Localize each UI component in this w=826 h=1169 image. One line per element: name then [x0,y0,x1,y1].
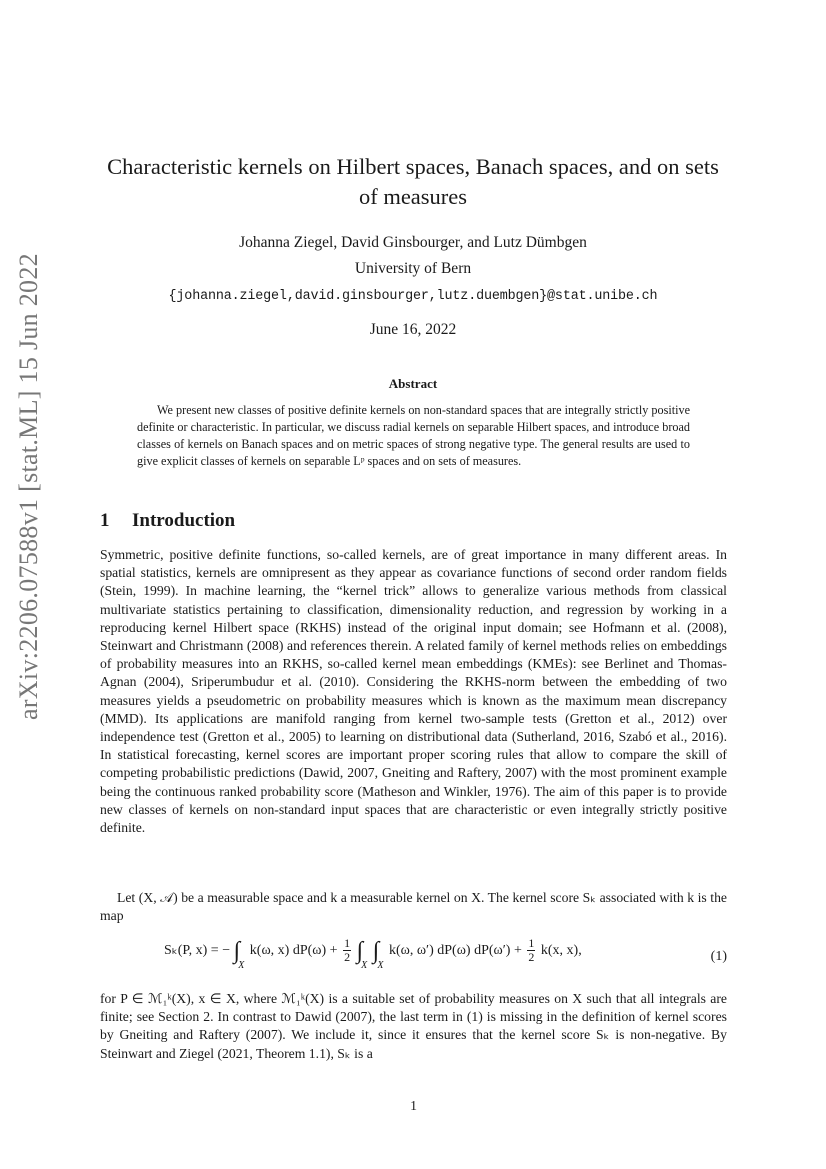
fraction-one-half-2 [527,937,535,964]
fraction-denominator: 2 [528,950,535,964]
equation-term-1: k(ω, x) dP(ω) + [249,942,338,958]
integral-sign-2: ∫ [356,937,364,964]
page-number: 1 [410,1098,417,1113]
author-list: Johanna Ziegel, David Ginsbourger, and Lutz Dümbgen [239,234,587,251]
intro-paragraph-3: for P ∈ ℳ₁ᵏ(X), x ∈ X, where ℳ₁ᵏ(X) is a suitable set of probability measures on X such that all integrals are finite; see Section 2. In contrast to Dawid (2007), the last term in (1) is missing in the definition of kernel scores by Gneiting and Raftery (2007). We include it, since it ensures that the kernel score Sₖ is non-negative. By Steinwart and Ziegel (2021, Theorem 1.1), Sₖ is a [100,991,727,1061]
paper-title: Characteristic kernels on Hilbert spaces, Banach spaces, and on sets of measures [107,154,719,209]
affiliation: University of Bern [354,260,472,277]
integral-domain-1: X [238,959,245,971]
equation-lhs: Sₖ(P, x) = − [164,943,231,958]
integral-domain-3: X [377,959,384,971]
publication-date: June 16, 2022 [369,321,457,338]
author-emails: {johanna.ziegel,david.ginsbourger,lutz.duembgen}@stat.unibe.ch [168,289,658,304]
integral-domain-2: X [361,959,368,971]
section-number: 1 [100,510,110,531]
kernel-score-equation [100,937,727,981]
intro-paragraph-1: Symmetric, positive definite functions, so-called kernels, are of great importance in many different areas. In spatial statistics, kernels are omnipresent as they appear as covariance functions of second order random fields (Stein, 1999). In machine learning, the “kernel trick” allows to generalize various methods from classical multivariate statistics pertaining to classification, dimensionality reduction, and regression by working in a reproducing kernel Hilbert space (RKHS) instead of the original input domain; see Hofmann et al. (2008), Steinwart and Christmann (2008) and references therein. A related family of kernel methods relies on embeddings of probability measures into an RKHS, so-called kernel mean embeddings (KMEs): see Berlinet and Thomas-Agnan (2004), Sriperumbudur et al. (2010). Considering the RKHS-norm between the embedding of two measures yields a pseudometric on probability measures which is known as the maximum mean discrepancy (MMD). Its applications are manifold ranging from kernel two-sample tests (Gretton et al., 2012) over independence test (Gretton et al., 2005) to learning on distributional data (Sutherland, 2016, Szabó et al., 2016). In statistical forecasting, kernel scores are important proper scoring rules that allow to compare the skill of competing probabilistic predictions (Dawid, 2007, Gneiting and Raftery, 2007) with the most prominent example being the continuous ranked probability score (Matheson and Winkler, 1976). The aim of this paper is to provide new classes of kernels on non-standard input spaces that are characteristic or even integrally strictly positive definite. [100,547,727,836]
fraction-one-half-1 [343,937,351,964]
fraction-numerator: 1 [344,936,351,950]
fraction-denominator: 2 [344,950,351,964]
fraction-numerator: 1 [528,936,535,950]
integral-sign-3: ∫ [372,937,380,964]
integral-sign-1: ∫ [233,937,241,964]
equation-term-3: k(x, x), [540,942,582,958]
equation-body [164,937,582,971]
abstract-heading: Abstract [388,376,438,391]
equation-number: (1) [710,949,727,964]
section-title: Introduction [132,510,236,531]
section-heading [100,510,235,532]
equation-term-2: k(ω, ω′) dP(ω) dP(ω′) + [388,942,522,958]
abstract-text: We present new classes of positive definite kernels on non-standard spaces that are integrally strictly positive definite or characteristic. In particular, we discuss radial kernels on separable Hilbert spaces, and introduce broad classes of kernels on Banach spaces and on metric spaces of strong negative type. The general results are used to give explicit classes of kernels on separable Lᵖ spaces and on sets of measures. [137,403,690,468]
intro-paragraph-2: Let (X, 𝒜) be a measurable space and k a measurable kernel on X. The kernel score Sₖ associated with k is the map [100,890,727,924]
arxiv-identifier-text: arXiv:2206.07588v1 [stat.ML] 15 Jun 2022 [14,253,43,720]
